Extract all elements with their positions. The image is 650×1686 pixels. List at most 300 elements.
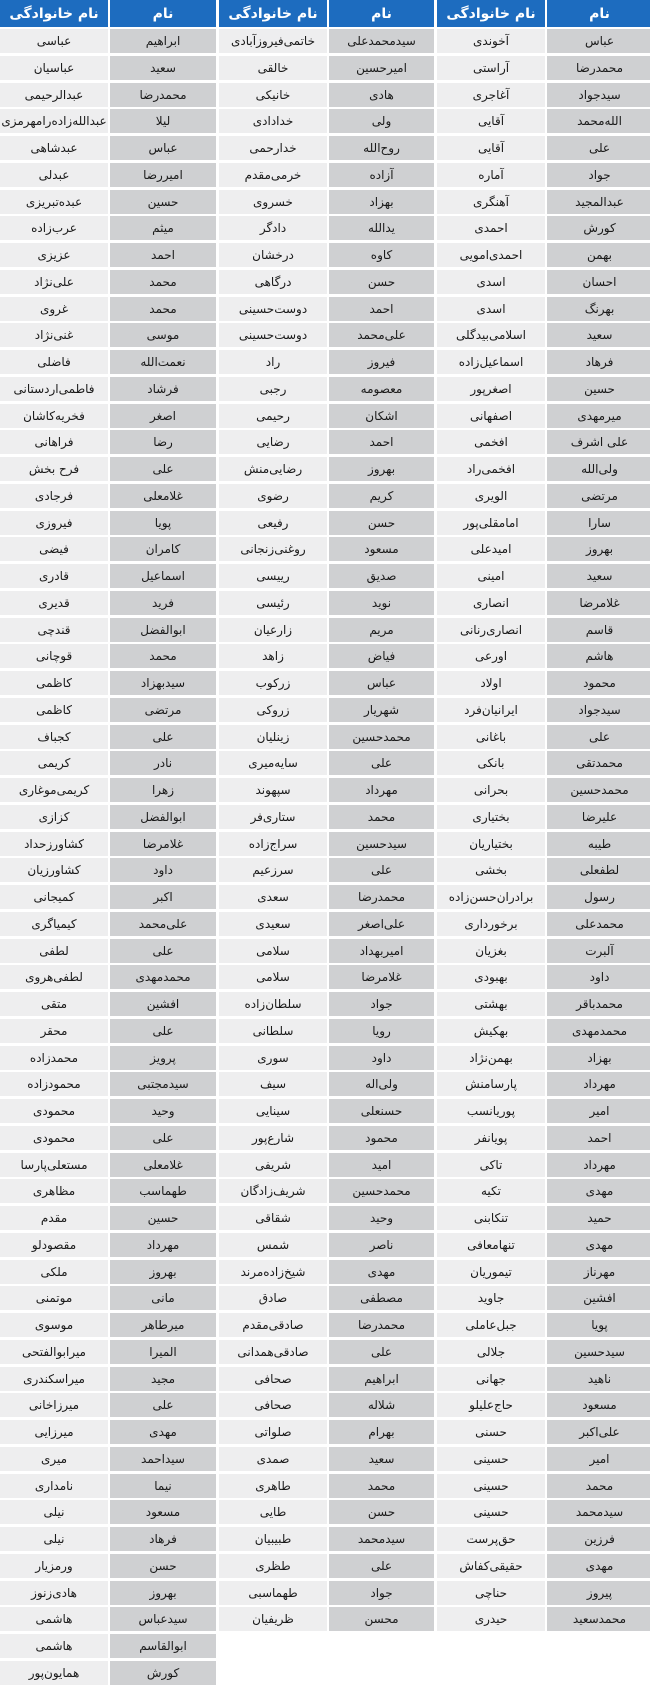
first-name-cell: علی [110,1019,216,1043]
family-name-cell: میرزاخانی [0,1393,108,1417]
first-name-cell: هادی [329,83,434,107]
family-name-cell: قوچانی [0,644,108,668]
first-name-cell: مرتضی [547,484,650,508]
first-name-cell: علی [329,1340,434,1364]
family-name-cell: محمدزاده [0,1046,108,1070]
family-name-cell: کزازی [0,805,108,829]
family-name-cell: روغنی‌زنجانی [219,537,327,561]
first-name-cell: محمد [110,270,216,294]
header-family-name: نام خانوادگی [437,0,545,27]
family-name-cell: هاشمی [0,1607,108,1631]
first-name-cell: صدیق [329,564,434,588]
family-name-cell: ملکی [0,1260,108,1284]
family-name-cell: زاهد [219,644,327,668]
family-name-cell: همایون‌پور [0,1661,108,1685]
family-name-cell: پویانفر [437,1126,545,1150]
first-name-cell: محمد [110,644,216,668]
family-name-cell: خانیکی [219,83,327,107]
family-name-cell: اسدی [437,270,545,294]
family-name-cell: عباسی [0,29,108,53]
first-name-cell: شلاله [329,1393,434,1417]
first-name-cell: نوید [329,591,434,615]
first-name-cell: سیدمحمد [329,1527,434,1551]
family-name-cell: رفیعی [219,511,327,535]
family-name-cell: سعیدی [219,912,327,936]
first-name-cell: حسین [110,1206,216,1230]
first-name-cell: محمد [110,297,216,321]
family-name-cell: کشاورزیان [0,858,108,882]
first-name-cell: امیربهداد [329,939,434,963]
first-name-cell: بهروز [110,1581,216,1605]
first-name-cell: بهروز [110,1260,216,1284]
family-name-cell: شریفی [219,1153,327,1177]
family-name-cell: صلواتی [219,1420,327,1444]
family-name-cell: رضوی [219,484,327,508]
family-name-cell: مقدم [0,1206,108,1230]
first-name-cell: محمدرضا [329,885,434,909]
family-name-cell: حقیقی‌کفاش [437,1554,545,1578]
family-name-cell: خالقی [219,56,327,80]
first-name-cell: افشین [110,992,216,1016]
family-name-cell: سرزعیم [219,858,327,882]
first-name-cell: احمد [329,430,434,454]
first-name-cell: محمدتقی [547,751,650,775]
family-name-cell: ظریفیان [219,1607,327,1631]
first-name-cell: مهرناز [547,1260,650,1284]
first-name-cell: سیدحسین [547,1340,650,1364]
family-name-cell: کاظمی [0,698,108,722]
first-name-cell: غلامرضا [329,965,434,989]
first-name-cell: فرهاد [110,1527,216,1551]
family-name-cell: مقصودلو [0,1233,108,1257]
first-name-cell: ولی [329,109,434,133]
family-name-cell: سیف [219,1072,327,1096]
family-name-cell: علی‌نژاد [0,270,108,294]
column-group-3 [0,0,216,1686]
first-name-cell: سیدجواد [547,83,650,107]
first-name-cell: قاسم [547,618,650,642]
family-name-cell: صحافی [219,1367,327,1391]
family-name-cell: میراسکندری [0,1367,108,1391]
family-name-cell: بحرانی [437,778,545,802]
family-name-cell: احمدی‌امویی [437,243,545,267]
family-name-cell: لطفی [0,939,108,963]
family-name-cell: آخوندی [437,29,545,53]
first-name-cell: فرزین [547,1527,650,1551]
family-name-cell: فرح بخش [0,457,108,481]
first-name-cell: جواد [329,1581,434,1605]
family-name-cell: محمودی [0,1126,108,1150]
first-name-cell: الله‌محمد [547,109,650,133]
family-name-cell: دوست‌حسینی [219,297,327,321]
first-name-cell: سعید [547,564,650,588]
family-name-cell: طبیبیان [219,1527,327,1551]
first-name-cell: بهرام [329,1420,434,1444]
first-name-cell: کریم [329,484,434,508]
first-name-cell: فرهاد [547,350,650,374]
family-name-cell: قندچی [0,618,108,642]
family-name-cell: انصاری [437,591,545,615]
first-name-cell: احمد [547,1126,650,1150]
first-name-cell: محمود [547,671,650,695]
family-name-cell: موتمنی [0,1286,108,1310]
family-name-cell: لطفی‌هروی [0,965,108,989]
first-name-cell: احسان [547,270,650,294]
family-name-cell: مظاهری [0,1179,108,1203]
first-name-cell: پویا [547,1313,650,1337]
family-name-cell: اصغرپور [437,377,545,401]
family-name-cell: بهمن‌نژاد [437,1046,545,1070]
family-name-cell: هادی‌زنوز [0,1581,108,1605]
family-name-cell: رجبی [219,377,327,401]
family-name-cell: جهانی [437,1367,545,1391]
first-name-cell: رضا [110,430,216,454]
header-family-name: نام خانوادگی [219,0,327,27]
first-name-cell: جواد [547,163,650,187]
family-name-cell: الویری [437,484,545,508]
first-name-cell: محمدعلی [547,912,650,936]
first-name-cell: مانی [110,1286,216,1310]
first-name-cell: مهدی [110,1420,216,1444]
family-name-cell: تکیه [437,1179,545,1203]
first-name-cell: علی‌اکبر [547,1420,650,1444]
first-name-cell: علیرضا [547,805,650,829]
first-name-cell: ناصر [329,1233,434,1257]
first-name-cell: افشین [547,1286,650,1310]
header-name: نام [329,0,434,27]
first-name-cell: غلامرضا [547,591,650,615]
family-name-cell: برخورداری [437,912,545,936]
first-name-cell: مهدی [547,1179,650,1203]
first-name-cell: ولی‌اله [329,1072,434,1096]
first-name-cell: محمدرضا [110,83,216,107]
family-name-cell: اسلامی‌بیدگلی [437,323,545,347]
first-name-cell: حسنعلی [329,1099,434,1123]
family-name-cell: عبده‌تبریزی [0,190,108,214]
first-name-cell: میرطاهر [110,1313,216,1337]
first-name-cell: داود [110,858,216,882]
family-name-cell: بخشی [437,858,545,882]
family-name-cell: بهشتی [437,992,545,1016]
first-name-cell: محمدحسین [547,778,650,802]
family-name-cell: آهنگری [437,190,545,214]
family-name-cell: بغزیان [437,939,545,963]
family-name-cell: بختیاری [437,805,545,829]
family-name-cell: موسوی [0,1313,108,1337]
family-name-cell: آماره [437,163,545,187]
family-name-cell: سپهوند [219,778,327,802]
first-name-cell: فیروز [329,350,434,374]
first-name-cell: داود [329,1046,434,1070]
header-family-name: نام خانوادگی [0,0,108,27]
family-name-cell: اسدی [437,297,545,321]
family-name-cell: ایرانیان‌فرد [437,698,545,722]
family-name-cell: جاوید [437,1286,545,1310]
family-name-cell: عرب‌زاده [0,216,108,240]
family-name-cell: کریمی [0,751,108,775]
first-name-cell: حسن [329,270,434,294]
family-name-cell: عبدالرحیمی [0,83,108,107]
first-name-cell: میثم [110,216,216,240]
family-name-cell: حق‌پرست [437,1527,545,1551]
family-name-cell: حسنی [437,1420,545,1444]
first-name-cell: اکبر [110,885,216,909]
first-name-cell: علی [329,1554,434,1578]
first-name-cell: مهرداد [110,1233,216,1257]
family-name-cell: اولاد [437,671,545,695]
first-name-cell: علی [110,1126,216,1150]
family-name-cell: حسینی [437,1500,545,1524]
family-name-cell: آغاجری [437,83,545,107]
first-name-cell: مسعود [110,1500,216,1524]
first-name-cell: علی [110,939,216,963]
family-name-cell: طظری [219,1554,327,1578]
first-name-cell: سیدحسین [329,832,434,856]
family-name-cell: رئیسی [219,591,327,615]
family-name-cell: نیلی [0,1500,108,1524]
family-name-cell: کاظمی [0,671,108,695]
family-name-cell: فخریه‌کاشان [0,404,108,428]
first-name-cell: کاوه [329,243,434,267]
family-name-cell: افخمی‌راد [437,457,545,481]
first-name-cell: مسعود [329,537,434,561]
family-name-cell: سلطان‌زاده [219,992,327,1016]
family-name-cell: قادری [0,564,108,588]
first-name-cell: فرشاد [110,377,216,401]
family-name-cell: کجباف [0,725,108,749]
first-name-cell: حسین [110,190,216,214]
family-name-cell: طایی [219,1500,327,1524]
family-name-cell: طهماسبی [219,1581,327,1605]
family-name-cell: فراهانی [0,430,108,454]
family-name-cell: شارع‌پور [219,1126,327,1150]
first-name-cell: بهرنگ [547,297,650,321]
family-name-cell: سایه‌میری [219,751,327,775]
family-name-cell: عباسیان [0,56,108,80]
first-name-cell: یدالله [329,216,434,240]
first-name-cell: لطفعلی [547,858,650,882]
first-name-cell: اشکان [329,404,434,428]
family-name-cell: تیموریان [437,1260,545,1284]
first-name-cell: مهدی [547,1554,650,1578]
family-name-cell: عبدشاهی [0,136,108,160]
first-name-cell: محمد [329,1474,434,1498]
family-name-cell: عبدلی [0,163,108,187]
family-name-cell: ورمزیار [0,1554,108,1578]
family-name-cell: میرزایی [0,1420,108,1444]
first-name-cell: رسول [547,885,650,909]
first-name-cell: مهدی [547,1233,650,1257]
first-name-cell: سعید [329,1447,434,1471]
first-name-cell: مجید [110,1367,216,1391]
first-name-cell: بهزاد [329,190,434,214]
family-name-cell: بانکی [437,751,545,775]
first-name-cell: کورش [547,216,650,240]
first-name-cell: بهروز [547,537,650,561]
first-name-cell: اصغر [110,404,216,428]
first-name-cell: حسن [110,1554,216,1578]
family-name-cell: حسینی [437,1447,545,1471]
first-name-cell: بهزاد [547,1046,650,1070]
family-name-cell: جلالی [437,1340,545,1364]
first-name-cell: بهروز [329,457,434,481]
family-name-cell: صحافی [219,1393,327,1417]
family-name-cell: طاهری [219,1474,327,1498]
first-name-cell: احمد [329,297,434,321]
first-name-cell: امیر [547,1099,650,1123]
family-name-cell: کریمی‌موغاری [0,778,108,802]
first-name-cell: وحید [110,1099,216,1123]
family-name-cell: شریف‌زادگان [219,1179,327,1203]
first-name-cell: عبدالمجید [547,190,650,214]
family-name-cell: پوریانسب [437,1099,545,1123]
family-name-cell: تنکابنی [437,1206,545,1230]
first-name-cell: لیلا [110,109,216,133]
family-name-cell: خدارحمی [219,136,327,160]
first-name-cell: بهمن [547,243,650,267]
family-name-cell: اصفهانی [437,404,545,428]
first-name-cell: سعید [110,56,216,80]
family-name-cell: سلطانی [219,1019,327,1043]
first-name-cell: امید [329,1153,434,1177]
first-name-cell: محسن [329,1607,434,1631]
family-name-cell: حیدری [437,1607,545,1631]
first-name-cell: وحید [329,1206,434,1230]
family-name-cell: رضایی [219,430,327,454]
first-name-cell: مهدی [329,1260,434,1284]
family-name-cell: تاکی [437,1153,545,1177]
family-name-cell: سلامی [219,965,327,989]
family-name-cell: زروکی [219,698,327,722]
first-name-cell: عباس [547,29,650,53]
first-name-cell: کامران [110,537,216,561]
column-group-1 [437,0,650,1686]
family-name-cell: باغانی [437,725,545,749]
family-name-cell: مستعلی‌پارسا [0,1153,108,1177]
family-name-cell: غنی‌نژاد [0,323,108,347]
first-name-cell: نعمت‌الله [110,350,216,374]
family-name-cell: زارعیان [219,618,327,642]
first-name-cell: غلامعلی [110,484,216,508]
family-name-cell: فیروزی [0,511,108,535]
first-name-cell: روح‌الله [329,136,434,160]
first-name-cell: علی [110,725,216,749]
first-name-cell: محمدرضا [547,56,650,80]
family-name-cell: اسماعیل‌زاده [437,350,545,374]
family-name-cell: ستاری‌فر [219,805,327,829]
family-name-cell: کمیجانی [0,885,108,909]
family-name-cell: درگاهی [219,270,327,294]
family-name-cell: زرکوب [219,671,327,695]
family-name-cell: فاضلی [0,350,108,374]
family-name-cell: خاتمی‌فیروزآبادی [219,29,327,53]
family-name-cell: میری [0,1447,108,1471]
first-name-cell: داود [547,965,650,989]
first-name-cell: فرید [110,591,216,615]
family-name-cell: محمودزاده [0,1072,108,1096]
first-name-cell: علی‌اصغر [329,912,434,936]
family-name-cell: محمودی [0,1099,108,1123]
first-name-cell: رویا [329,1019,434,1043]
family-name-cell: انصاری‌رنانی [437,618,545,642]
first-name-cell: ابراهیم [329,1367,434,1391]
first-name-cell: زهرا [110,778,216,802]
first-name-cell: معصومه [329,377,434,401]
header-name: نام [110,0,216,27]
first-name-cell: طیبه [547,832,650,856]
family-name-cell: رضایی‌منش [219,457,327,481]
family-name-cell: شیخ‌زاده‌مرند [219,1260,327,1284]
first-name-cell: پیروز [547,1581,650,1605]
family-name-cell: نامداری [0,1474,108,1498]
family-name-cell: عبدالله‌زاده‌رامهرمزی [0,109,108,133]
first-name-cell: شهریار [329,698,434,722]
family-name-cell: فیضی [0,537,108,561]
first-name-cell: کورش [110,1661,216,1685]
family-name-cell: میرابوالفتحی [0,1340,108,1364]
family-name-cell: قدیری [0,591,108,615]
first-name-cell: طهماسب [110,1179,216,1203]
first-name-cell: عباس [329,671,434,695]
first-name-cell: پویا [110,511,216,535]
family-name-cell: دوست‌حسینی [219,323,327,347]
first-name-cell: محمد [329,805,434,829]
first-name-cell: حسین [547,377,650,401]
family-name-cell: برادران‌حسن‌زاده [437,885,545,909]
family-name-cell: امینی [437,564,545,588]
first-name-cell: علی [547,725,650,749]
family-name-cell: خرمی‌مقدم [219,163,327,187]
first-name-cell: امیر [547,1447,650,1471]
family-name-cell: صادقی‌همدانی [219,1340,327,1364]
first-name-cell: غلامرضا [110,832,216,856]
column-group-2 [219,0,434,1686]
family-name-cell: محقر [0,1019,108,1043]
first-name-cell: مهرداد [329,778,434,802]
first-name-cell: موسی [110,323,216,347]
first-name-cell: محمد [547,1474,650,1498]
first-name-cell: سیداحمد [110,1447,216,1471]
first-name-cell: محمدحسین [329,1179,434,1203]
family-name-cell: خسروی [219,190,327,214]
first-name-cell: ابوالفضل [110,618,216,642]
first-name-cell: عباس [110,136,216,160]
first-name-cell: ولی‌الله [547,457,650,481]
first-name-cell: سیدمحمدعلی [329,29,434,53]
family-name-cell: دادگر [219,216,327,240]
family-name-cell: صمدی [219,1447,327,1471]
family-name-cell: حناچی [437,1581,545,1605]
family-name-cell: هاشمی [0,1634,108,1658]
first-name-cell: امیرحسین [329,56,434,80]
family-name-cell: احمدی [437,216,545,240]
family-name-cell: سینایی [219,1099,327,1123]
first-name-cell: محمود [329,1126,434,1150]
first-name-cell: مهرداد [547,1072,650,1096]
family-name-cell: نیلی [0,1527,108,1551]
first-name-cell: مصطفی [329,1286,434,1310]
family-name-cell: تنهامعافی [437,1233,545,1257]
first-name-cell: ابوالقاسم [110,1634,216,1658]
family-name-cell: زینلیان [219,725,327,749]
family-name-cell: راد [219,350,327,374]
first-name-cell: سیدجواد [547,698,650,722]
first-name-cell: سعید [547,323,650,347]
first-name-cell: ابراهیم [110,29,216,53]
family-name-cell: رییسی [219,564,327,588]
family-name-cell: آراستی [437,56,545,80]
family-name-cell: پارسامنش [437,1072,545,1096]
